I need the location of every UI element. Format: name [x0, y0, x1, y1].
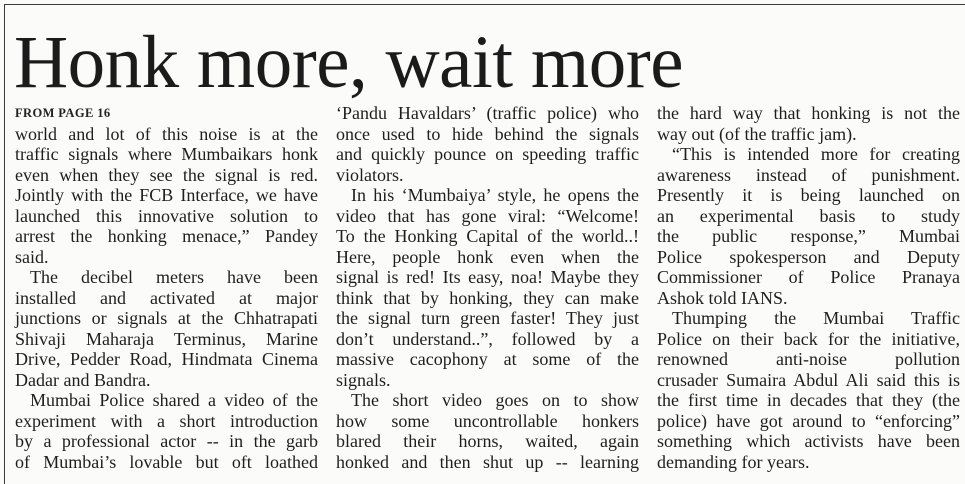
text-line: ‘Pandu Havaldars’ (traffic police) who	[336, 103, 639, 123]
text-line: massive cacophony at some of the	[336, 349, 639, 369]
article-headline: Honk more, wait more	[14, 21, 683, 104]
text-line: blared their horns, waited, again	[336, 431, 639, 451]
text-line: Police on their back for the initiative,	[657, 328, 960, 349]
text-line: renowned anti-noise pollution	[657, 349, 960, 369]
text-line: an experimental basis to study	[657, 205, 960, 226]
text-line: signal is red! Its easy, noa! Maybe they	[336, 267, 639, 287]
paragraph	[336, 390, 639, 472]
article-column-3	[657, 103, 960, 472]
paragraph	[657, 144, 960, 308]
text-line: launched this innovative solution to	[15, 205, 318, 226]
article-column-2	[336, 103, 639, 472]
text-line: Drive, Pedder Road, Hindmata Cinema	[15, 349, 318, 369]
text-line: even when they see the signal is red.	[15, 164, 318, 185]
text-line: Presently it is being launched on	[657, 185, 960, 205]
text-line: don’t understand..”, followed by a	[336, 328, 639, 349]
article-body	[15, 103, 960, 472]
text-line: think that by honking, they can make	[336, 287, 639, 308]
text-line: demanding for years.	[657, 451, 810, 472]
text-line: Mumbai Police shared a video of the	[30, 390, 318, 410]
text-line: Here, people honk even when the	[336, 246, 639, 267]
text-line: violators.	[336, 164, 404, 185]
paragraph	[336, 103, 639, 185]
paragraph	[657, 103, 960, 144]
text-line: Dadar and Bandra.	[15, 369, 151, 390]
text-line: something which activists have been	[657, 431, 960, 451]
text-line: Shivaji Maharaja Terminus, Marine	[15, 328, 318, 349]
text-line: the hard way that honking is not the	[657, 103, 960, 123]
jump-line: FROM PAGE 16	[15, 106, 111, 120]
text-line: the signal turn green faster! They just	[336, 308, 639, 328]
text-line: arrest the honking menace,” Pandey	[15, 226, 318, 246]
paragraph	[15, 267, 318, 390]
paragraph	[15, 124, 318, 268]
text-line: junctions or signals at the Chhatrapati	[15, 308, 318, 328]
text-line: the public response,” Mumbai	[657, 226, 960, 246]
article-column-1	[15, 103, 318, 472]
text-line: of Mumbai’s lovable but oft loathed	[15, 451, 318, 472]
text-line: “This is intended more for creating	[672, 144, 960, 164]
text-line: crusader Sumaira Abdul Ali said this is	[657, 369, 960, 390]
text-line: The decibel meters have been	[30, 267, 318, 287]
text-line: and quickly pounce on speeding traffic	[336, 144, 639, 164]
text-line: once used to hide behind the signals	[336, 123, 639, 144]
paragraph	[336, 185, 639, 390]
text-line: honked and then shut up -- learning	[336, 451, 639, 472]
text-line: Police spokesperson and Deputy	[657, 246, 960, 267]
text-line: how some uncontrollable honkers	[336, 410, 639, 431]
text-line: said.	[15, 246, 49, 267]
text-line: Thumping the Mumbai Traffic	[672, 308, 960, 328]
text-line: police) have got around to “enforcing”	[657, 410, 960, 431]
text-line: awareness instead of punishment.	[657, 164, 960, 185]
text-line: the first time in decades that they (the	[657, 390, 960, 410]
text-line: The short video goes on to show	[351, 390, 639, 410]
text-line: To the Honking Capital of the world..!	[336, 226, 639, 246]
text-line: video that has gone viral: “Welcome!	[336, 205, 639, 226]
text-line: installed and activated at major	[15, 287, 318, 308]
text-line: experiment with a short introduction	[15, 410, 318, 431]
text-line: Commissioner of Police Pranaya	[657, 267, 960, 287]
text-line: traffic signals where Mumbaikars honk	[15, 144, 318, 164]
text-line: signals.	[336, 369, 391, 390]
text-line: way out (of the traffic jam).	[657, 123, 857, 144]
text-line: Jointly with the FCB Interface, we have	[15, 185, 318, 205]
text-line: world and lot of this noise is at the	[15, 123, 318, 144]
paragraph	[657, 308, 960, 472]
text-line: by a professional actor -- in the garb	[15, 431, 318, 451]
text-line: In his ‘Mumbaiya’ style, he opens the	[351, 185, 639, 205]
text-line: Ashok told IANS.	[657, 287, 788, 308]
paragraph	[15, 390, 318, 472]
